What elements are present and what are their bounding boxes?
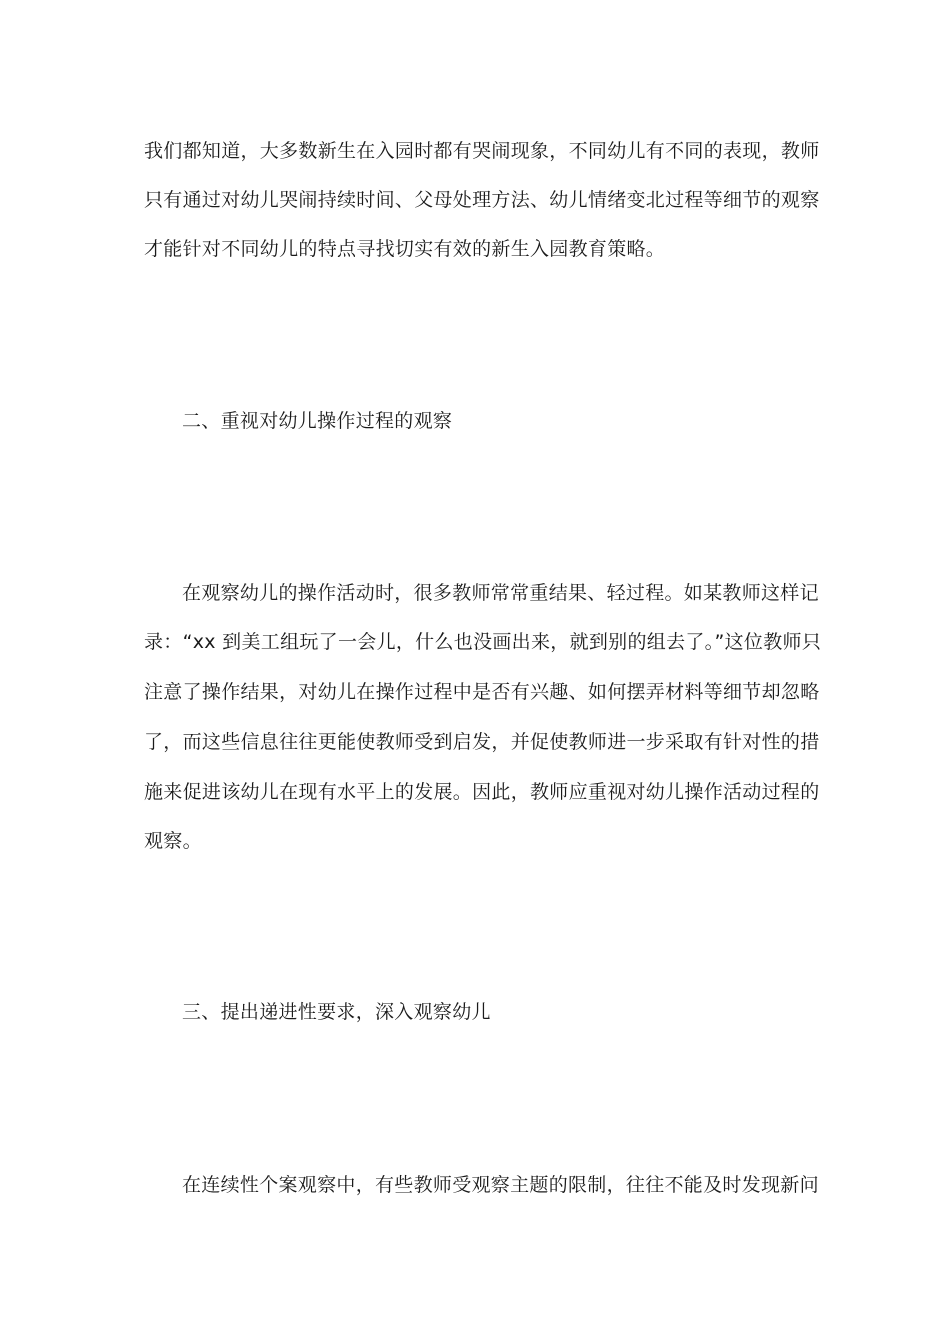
paragraph-1-line-3: 才能针对不同幼儿的特点寻找切实有效的新生入园教育策略。	[144, 238, 666, 260]
paragraph-1-line-2: 只有通过对幼儿哭闹持续时间、父母处理方法、幼儿情绪变北过程等细节的观察	[144, 189, 820, 211]
paragraph-1-line-1: 我们都知道，大多数新生在入园时都有哭闹现象，不同幼儿有不同的表现，教师	[144, 140, 820, 162]
paragraph-2-line-3: 注意了操作结果，对幼儿在操作过程中是否有兴趣、如何摆弄材料等细节却忽略	[144, 681, 820, 703]
paragraph-2-line-1: 在观察幼儿的操作活动时，很多教师常常重结果、轻过程。如某教师这样记	[182, 582, 819, 604]
section-heading-2: 二、重视对幼儿操作过程的观察	[182, 410, 453, 432]
section-heading-3: 三、提出递进性要求，深入观察幼儿	[182, 1001, 491, 1023]
paragraph-2-line-2: 录：“xx 到美工组玩了一会儿，什么也没画出来，就到别的组去了。”这位教师只	[144, 631, 822, 653]
paragraph-2-line-5: 施来促进该幼儿在现有水平上的发展。因此，教师应重视对幼儿操作活动过程的	[144, 781, 820, 803]
paragraph-2-line-6: 观察。	[144, 830, 202, 852]
paragraph-2-line-4: 了，而这些信息往往更能使教师受到启发，并促使教师进一步采取有针对性的措	[144, 731, 820, 753]
paragraph-3-line-1: 在连续性个案观察中，有些教师受观察主题的限制，往往不能及时发现新问	[182, 1174, 819, 1196]
